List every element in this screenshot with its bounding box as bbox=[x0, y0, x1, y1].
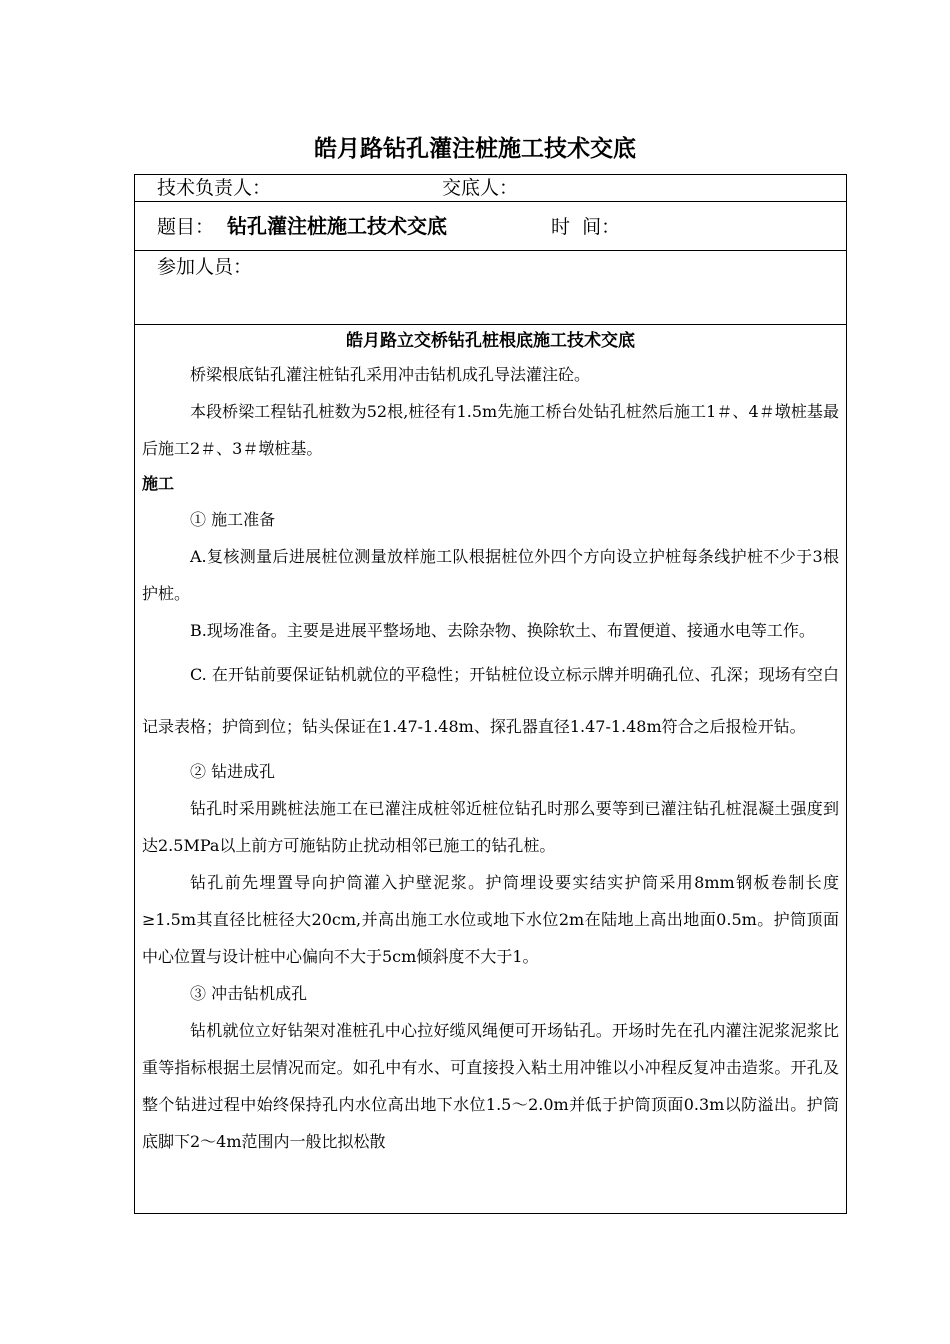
topic-value: 钻孔灌注桩施工技术交底 bbox=[227, 214, 447, 238]
paragraph: C. 在开钻前要保证钻机就位的平稳性；开钻桩位设立标示牌并明确孔位、孔深；现场有空白记录表格；护筒到位；钻头保证在1.47-1.48m、探孔器直径1.47-1.48m符合之后报检开钻。 bbox=[142, 665, 839, 736]
paragraph: 本段桥梁工程钻孔桩数为52根,桩径有1.5m先施工桥台处钻孔桩然后施工1＃、4＃墩桩基最后施工2＃、3＃墩桩基。 bbox=[142, 402, 839, 458]
disclosure-table bbox=[134, 174, 847, 1214]
document-title: 皓月路钻孔灌注桩施工技术交底 bbox=[314, 135, 636, 162]
paragraph: 钻机就位立好钻架对准桩孔中心拉好缆风绳便可开场钻孔。开场时先在孔内灌注泥浆泥浆比重等指标根据土层情况而定。如孔中有水、可直接投入粘土用冲锥以小冲程反复冲击造浆。开孔及整个钻进过程中始终保持孔内水位高出地下水位1.5～2.0m并低于护筒顶面0.3m以防溢出。护筒底脚下2～4m范围内一般比拟松散 bbox=[142, 1021, 839, 1151]
section-heading: 施工 bbox=[142, 474, 175, 493]
header-row-leads bbox=[135, 175, 846, 202]
participants-label: 参加人员： bbox=[157, 256, 253, 278]
paragraph: B.现场准备。主要是进展平整场地、去除杂物、换除软土、布置便道、接通水电等工作。 bbox=[190, 621, 815, 640]
paragraph: 钻孔前先埋置导向护筒灌入护壁泥浆。护筒埋设要实结实护筒采用8mm钢板卷制长度≥1.5m其直径比桩径大20cm,并高出施工水位或地下水位2m在陆地上高出地面0.5m。护筒顶面中心位置与设计桩中心偏向不大于5cm倾斜度不大于1。 bbox=[142, 873, 839, 966]
subsection-heading: ② 钻进成孔 bbox=[190, 762, 276, 781]
topic-label: 题目： bbox=[157, 216, 215, 238]
subsection-heading: ③ 冲击钻机成孔 bbox=[190, 984, 308, 1003]
paragraph: A.复核测量后进展桩位测量放样施工队根据桩位外四个方向设立护桩每条线护桩不少于3根护桩。 bbox=[142, 547, 839, 603]
paragraph: 钻孔时采用跳桩法施工在已灌注成桩邻近桩位钻孔时那么要等到已灌注钻孔桩混凝土强度到达2.5MPa以上前方可施钻防止扰动相邻已施工的钻孔桩。 bbox=[142, 799, 839, 855]
tech-lead-label: 技术负责人： bbox=[157, 177, 272, 199]
disclosure-body bbox=[135, 330, 846, 1160]
header-row-participants bbox=[135, 251, 846, 325]
header-row-topic bbox=[135, 202, 846, 251]
subsection-heading: ① 施工准备 bbox=[190, 510, 276, 529]
presenter-label: 交底人： bbox=[442, 177, 519, 199]
time-label: 时 间： bbox=[551, 216, 621, 238]
paragraph: 桥梁根底钻孔灌注桩钻孔采用冲击钻机成孔导法灌注砼。 bbox=[190, 365, 591, 384]
body-subtitle: 皓月路立交桥钻孔桩根底施工技术交底 bbox=[346, 331, 635, 351]
